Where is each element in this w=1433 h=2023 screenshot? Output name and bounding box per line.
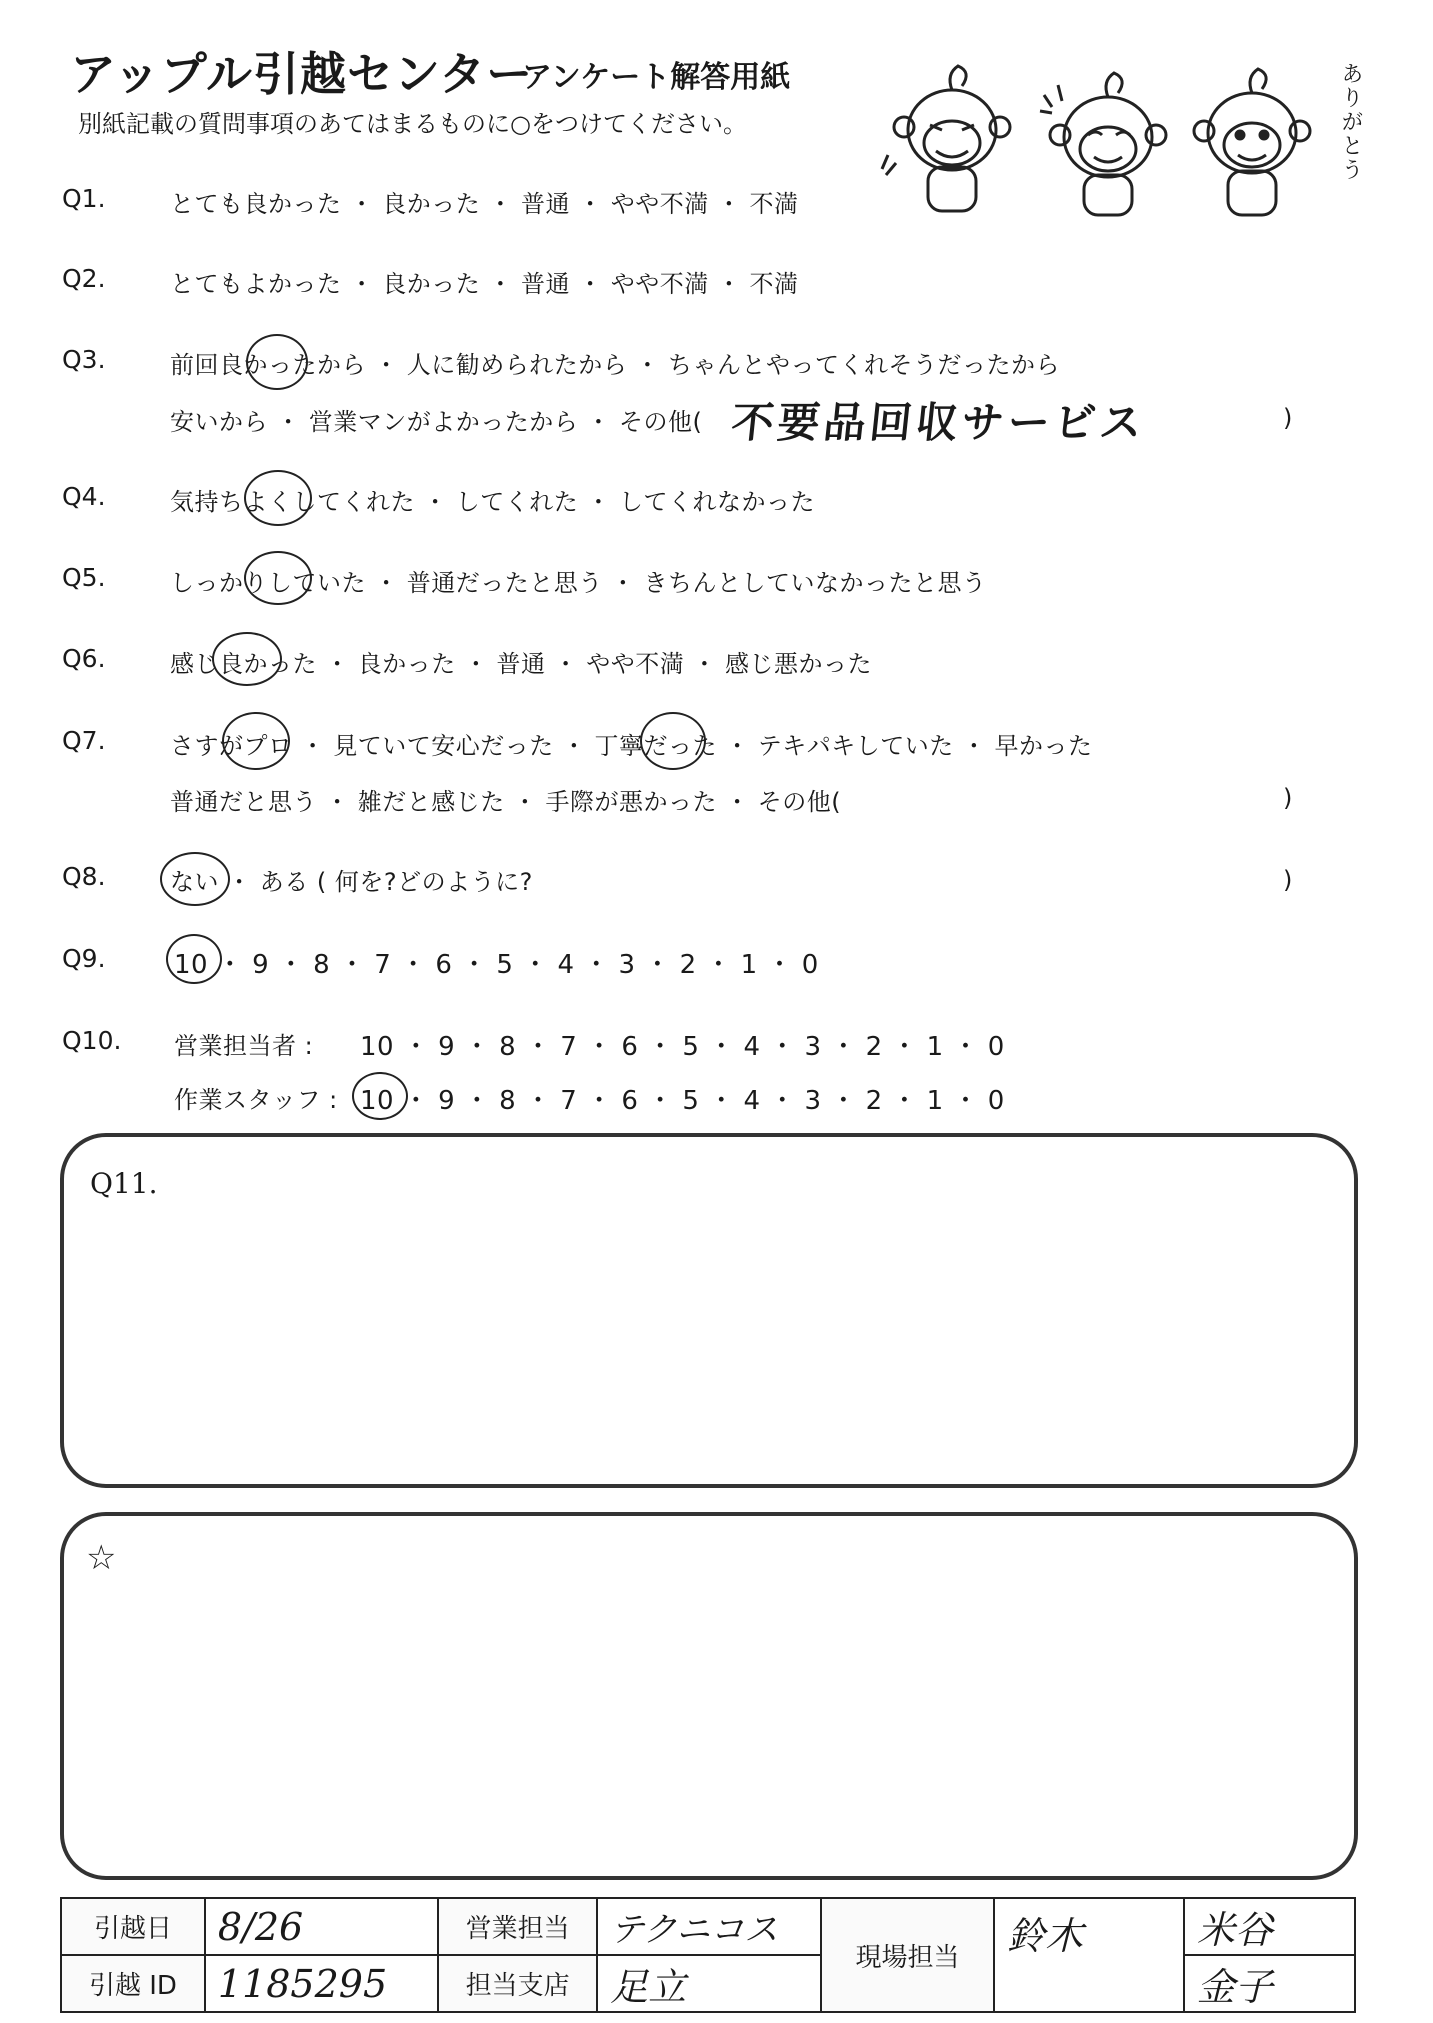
q9-scale[interactable]: 10 ・ 9 ・ 8 ・ 7 ・ 6 ・ 5 ・ 4 ・ 3 ・ 2 ・ 1 ・ 0 [174, 950, 819, 980]
q2-label: Q2. [62, 264, 106, 293]
star-label: ☆ [86, 1538, 117, 1578]
q11-label: Q11. [90, 1167, 158, 1200]
move-date-label: 引越日 [61, 1898, 205, 1955]
q8-selection-circle [160, 852, 230, 906]
q8-label: Q8. [62, 862, 106, 891]
q8-options[interactable]: ない ・ ある ( 何を?どのように? [170, 868, 533, 896]
q1-options[interactable]: とても良かった ・ 良かった ・ 普通 ・ やや不満 ・ 不満 [170, 190, 799, 218]
q3-options-line2[interactable]: 安いから ・ 営業マンがよかったから ・ その他( [170, 408, 703, 436]
move-info-table [60, 1897, 1356, 2013]
q2-options[interactable]: とてもよかった ・ 良かった ・ 普通 ・ やや不満 ・ 不満 [170, 270, 799, 298]
q7-selection-circle-pro [222, 712, 290, 770]
monkey-center-icon [1040, 73, 1166, 215]
q3-close-paren: ) [1283, 404, 1293, 432]
site-rep-value-2: 米谷 [1184, 1898, 1355, 1955]
q4-label: Q4. [62, 482, 106, 511]
q7-options-line1[interactable]: さすがプロ ・ 見ていて安心だった ・ 丁寧だった ・ テキパキしていた ・ 早かった [170, 732, 1093, 760]
star-comment-box[interactable] [60, 1512, 1358, 1880]
q5-label: Q5. [62, 563, 106, 592]
q6-selection-circle [212, 632, 282, 686]
branch-label: 担当支店 [438, 1955, 597, 2012]
q5-selection-circle [244, 551, 312, 605]
monkey-right-icon [1194, 69, 1310, 215]
sales-rep-label: 営業担当 [438, 1898, 597, 1955]
site-rep-value-3: 金子 [1184, 1955, 1355, 2012]
thanks-text: ありがとう [1338, 62, 1363, 182]
move-date-value: 8/26 [205, 1898, 438, 1955]
q7-label: Q7. [62, 726, 106, 755]
q6-label: Q6. [62, 644, 106, 673]
form-title: アンケート解答用紙 [522, 60, 791, 95]
branch-value: 足立 [597, 1955, 821, 2012]
q5-options[interactable]: しっかりしていた ・ 普通だったと思う ・ きちんとしていなかったと思う [170, 569, 987, 597]
monkey-mascots-illustration [880, 55, 1350, 225]
q9-label: Q9. [62, 944, 106, 973]
q3-selection-circle [246, 334, 308, 390]
q10-staff-selection-circle [352, 1072, 408, 1120]
q7-options-line2[interactable]: 普通だと思う ・ 雑だと感じた ・ 手際が悪かった ・ その他( [170, 788, 842, 816]
q4-selection-circle [244, 470, 312, 526]
q7-selection-circle-polite [640, 712, 706, 770]
q11-comment-box[interactable] [60, 1133, 1358, 1488]
q10-staff-scale[interactable]: 10 ・ 9 ・ 8 ・ 7 ・ 6 ・ 5 ・ 4 ・ 3 ・ 2 ・ 1 ・ 0 [360, 1086, 1005, 1116]
q3-options-line1[interactable]: 前回良かったから ・ 人に勧められたから ・ ちゃんとやってくれそうだったから [170, 351, 1061, 379]
q6-options[interactable]: 感じ良かった ・ 良かった ・ 普通 ・ やや不満 ・ 感じ悪かった [170, 650, 873, 678]
q1-label: Q1. [62, 184, 106, 213]
q4-options[interactable]: 気持ちよくしてくれた ・ してくれた ・ してくれなかった [170, 488, 816, 516]
q3-label: Q3. [62, 345, 106, 374]
instruction-text: 別紙記載の質問事項のあてはまるものに○をつけてください。 [78, 110, 747, 138]
site-rep-value-1: 鈴木 [994, 1898, 1184, 2012]
monkey-left-icon [882, 66, 1010, 211]
site-rep-label: 現場担当 [821, 1898, 994, 2012]
company-name: アップル引越センター [70, 47, 534, 101]
move-id-value: 1185295 [205, 1955, 438, 2012]
q10-sales-scale[interactable]: 10 ・ 9 ・ 8 ・ 7 ・ 6 ・ 5 ・ 4 ・ 3 ・ 2 ・ 1 ・ 0 [360, 1032, 1005, 1062]
q10-sales-label: 営業担当者 : [174, 1032, 314, 1060]
q10-staff-label: 作業スタッフ : [174, 1086, 338, 1114]
sales-rep-value: テクニコス [597, 1898, 821, 1955]
move-id-label: 引越 ID [61, 1955, 205, 2012]
q3-other-handwritten: 不要品回収サービス [729, 398, 1149, 447]
q9-selection-circle [166, 934, 222, 984]
q10-label: Q10. [62, 1026, 122, 1055]
q7-close-paren: ) [1283, 784, 1293, 812]
q8-close-paren: ) [1283, 866, 1293, 894]
